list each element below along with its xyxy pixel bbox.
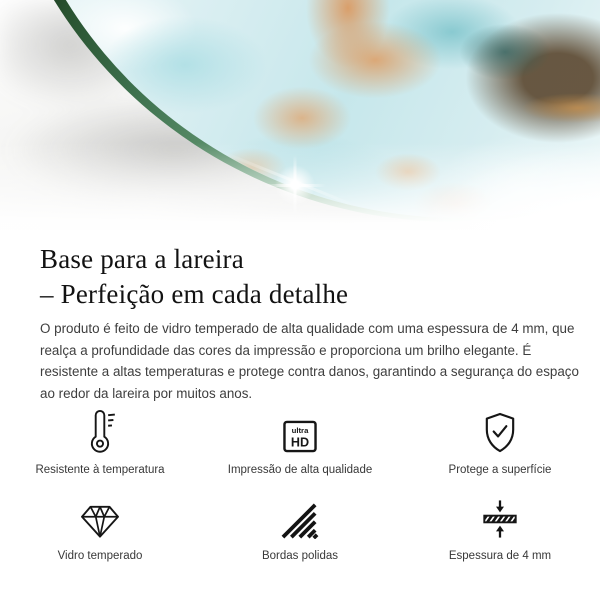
feature-label: Resistente à temperatura	[35, 464, 165, 476]
feature-polished-edges	[200, 493, 400, 563]
feature-grid	[0, 407, 600, 563]
feature-print-quality	[200, 407, 400, 477]
sparkle-highlight	[263, 153, 327, 217]
page-title-line2: – Perfeição em cada detalhe	[40, 279, 349, 309]
product-description: O produto é feito de vidro temperado de alta qualidade com uma espessura de 4 mm, que realça a profundidade das cores da impressão e proporciona um brilho elegante. É resistente a altas temperaturas e protege contra danos, garantindo a segurança do espaço ao redor da lareira por muitos anos.	[40, 321, 579, 401]
ultra-hd-icon	[280, 407, 320, 453]
feature-surface-protection	[400, 407, 600, 477]
hero-image	[0, 0, 600, 230]
feature-tempered-glass	[0, 493, 200, 563]
diamond-icon	[78, 493, 122, 539]
feature-label: Protege a superfície	[448, 464, 552, 476]
thermometer-icon	[82, 407, 118, 453]
page-title-line1: Base para a lareira	[40, 244, 244, 274]
feature-label: Vidro temperado	[57, 550, 143, 562]
compress-thickness-icon	[480, 493, 520, 539]
shield-check-icon	[480, 407, 520, 453]
feature-label: Bordas polidas	[261, 550, 339, 562]
feature-thickness	[400, 493, 600, 563]
feature-temperature-resistant	[0, 407, 200, 477]
feature-label: Impressão de alta qualidade	[227, 464, 373, 476]
page-title	[40, 242, 560, 312]
polished-edges-icon	[280, 493, 320, 539]
svg-text:ultra: ultra	[291, 426, 309, 436]
feature-label: Espessura de 4 mm	[448, 550, 552, 562]
svg-text:HD: HD	[290, 435, 310, 450]
